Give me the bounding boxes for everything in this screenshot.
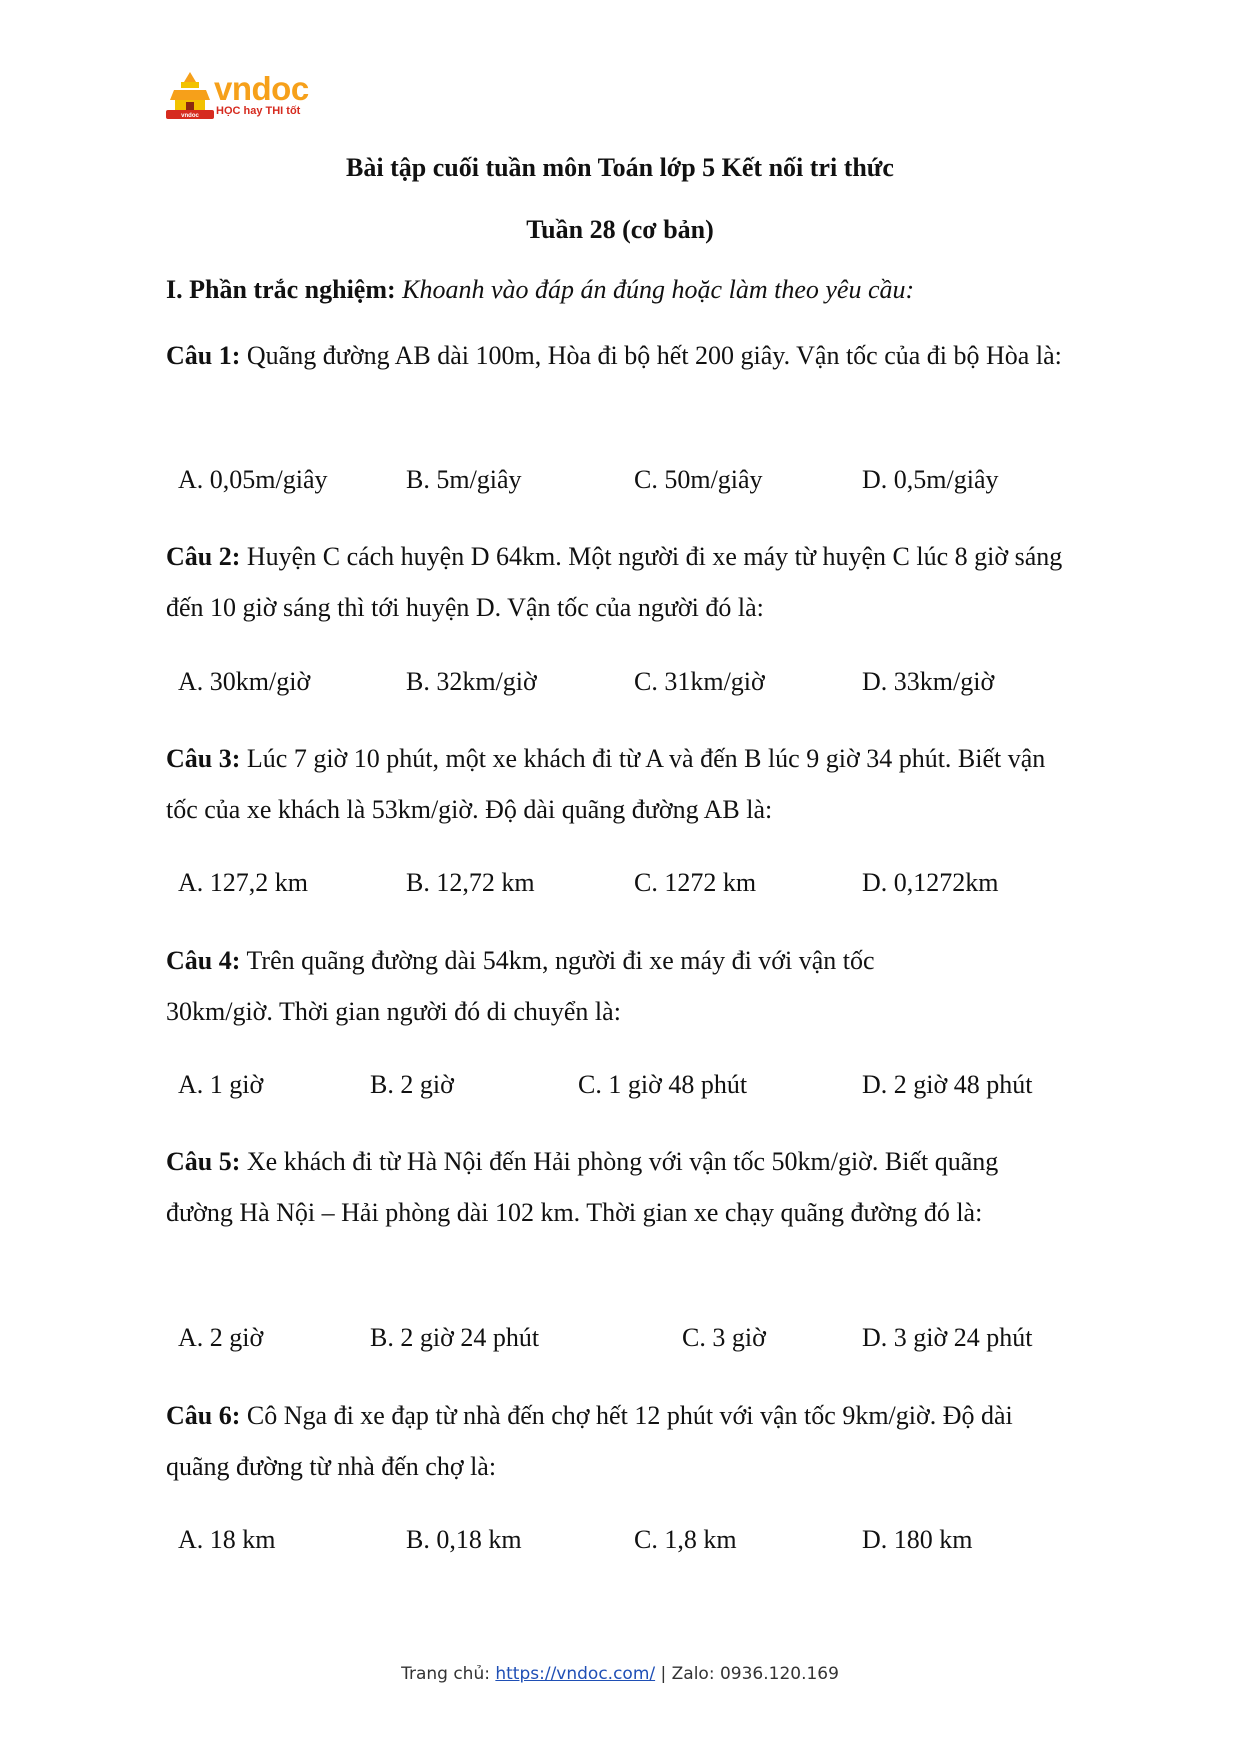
question-label: Câu 1: — [166, 341, 241, 370]
option-d: D. 2 giờ 48 phút — [862, 1070, 1033, 1099]
page-footer — [0, 1664, 1240, 1684]
question-5-options — [178, 1318, 1078, 1358]
section-heading — [166, 270, 1076, 310]
question-1-options — [178, 460, 1078, 500]
footer-prefix: Trang chủ: — [401, 1664, 496, 1684]
question-1 — [166, 330, 1076, 381]
option-b: B. 32km/giờ — [406, 667, 537, 696]
question-text: Trên quãng đường dài 54km, người đi xe máy đi với vận tốc 30km/giờ. Thời gian người đó di chuyển là: — [166, 946, 875, 1026]
option-d: D. 33km/giờ — [862, 667, 995, 696]
temple-icon — [166, 70, 214, 120]
question-label: Câu 5: — [166, 1147, 241, 1176]
logo-word: vndoc — [214, 70, 309, 107]
option-a: A. 127,2 km — [178, 868, 308, 897]
logo-badge-text: vndoc — [181, 113, 199, 119]
option-a: A. 1 giờ — [178, 1070, 264, 1099]
option-c: C. 50m/giây — [634, 465, 763, 494]
option-d: D. 180 km — [862, 1525, 973, 1554]
question-text: Cô Nga đi xe đạp từ nhà đến chợ hết 12 phút với vận tốc 9km/giờ. Độ dài quãng đường từ nhà đến chợ là: — [166, 1401, 1013, 1481]
option-a: A. 0,05m/giây — [178, 465, 328, 494]
option-a: A. 18 km — [178, 1525, 276, 1554]
option-c: C. 1272 km — [634, 868, 757, 897]
question-label: Câu 6: — [166, 1401, 241, 1430]
option-b: B. 2 giờ 24 phút — [370, 1323, 540, 1352]
question-label: Câu 3: — [166, 744, 241, 773]
question-label: Câu 2: — [166, 542, 241, 571]
question-3-options — [178, 863, 1078, 903]
question-text: Quãng đường AB dài 100m, Hòa đi bộ hết 200 giây. Vận tốc của đi bộ Hòa là: — [246, 341, 1062, 370]
logo-tagline: HỌC hay THI tốt — [216, 105, 301, 117]
option-d: D. 0,1272km — [862, 868, 999, 897]
option-c: C. 1 giờ 48 phút — [578, 1070, 748, 1099]
document-title: Bài tập cuối tuần môn Toán lớp 5 Kết nối tri thức — [346, 153, 894, 182]
option-d: D. 3 giờ 24 phút — [862, 1323, 1033, 1352]
question-text: Lúc 7 giờ 10 phút, một xe khách đi từ A và đến B lúc 9 giờ 34 phút. Biết vận tốc của xe khách là 53km/giờ. Độ dài quãng đường AB là: — [166, 744, 1046, 824]
option-b: B. 0,18 km — [406, 1525, 522, 1554]
option-b: B. 2 giờ — [370, 1070, 454, 1099]
document-subtitle: Tuần 28 (cơ bản) — [526, 215, 714, 244]
question-5 — [166, 1136, 1046, 1238]
option-c: C. 31km/giờ — [634, 667, 765, 696]
question-6-options — [178, 1520, 1078, 1560]
question-label: Câu 4: — [166, 946, 241, 975]
question-3 — [166, 733, 1076, 835]
option-b: B. 12,72 km — [406, 868, 535, 897]
option-a: A. 30km/giờ — [178, 667, 311, 696]
section-instruction: Khoanh vào đáp án đúng hoặc làm theo yêu cầu: — [402, 275, 915, 304]
section-label: I. Phần trắc nghiệm: — [166, 275, 396, 304]
option-b: B. 5m/giây — [406, 465, 522, 494]
question-6 — [166, 1390, 1076, 1492]
option-c: C. 1,8 km — [634, 1525, 737, 1554]
option-a: A. 2 giờ — [178, 1323, 264, 1352]
question-2 — [166, 531, 1076, 633]
option-c: C. 3 giờ — [682, 1323, 766, 1352]
question-2-options — [178, 662, 1078, 702]
option-d: D. 0,5m/giây — [862, 465, 999, 494]
question-text: Huyện C cách huyện D 64km. Một người đi xe máy từ huyện C lúc 8 giờ sáng đến 10 giờ sáng thì tới huyện D. Vận tốc của người đó là: — [166, 542, 1063, 622]
question-4-options — [178, 1065, 1078, 1105]
vndoc-logo — [166, 70, 316, 122]
question-4 — [166, 935, 986, 1037]
question-text: Xe khách đi từ Hà Nội đến Hải phòng với vận tốc 50km/giờ. Biết quãng đường Hà Nội – Hải phòng dài 102 km. Thời gian xe chạy quãng đường đó là: — [166, 1147, 999, 1227]
footer-contact: | Zalo: 0936.120.169 — [655, 1664, 839, 1684]
homepage-link[interactable]: https://vndoc.com/ — [495, 1664, 656, 1684]
